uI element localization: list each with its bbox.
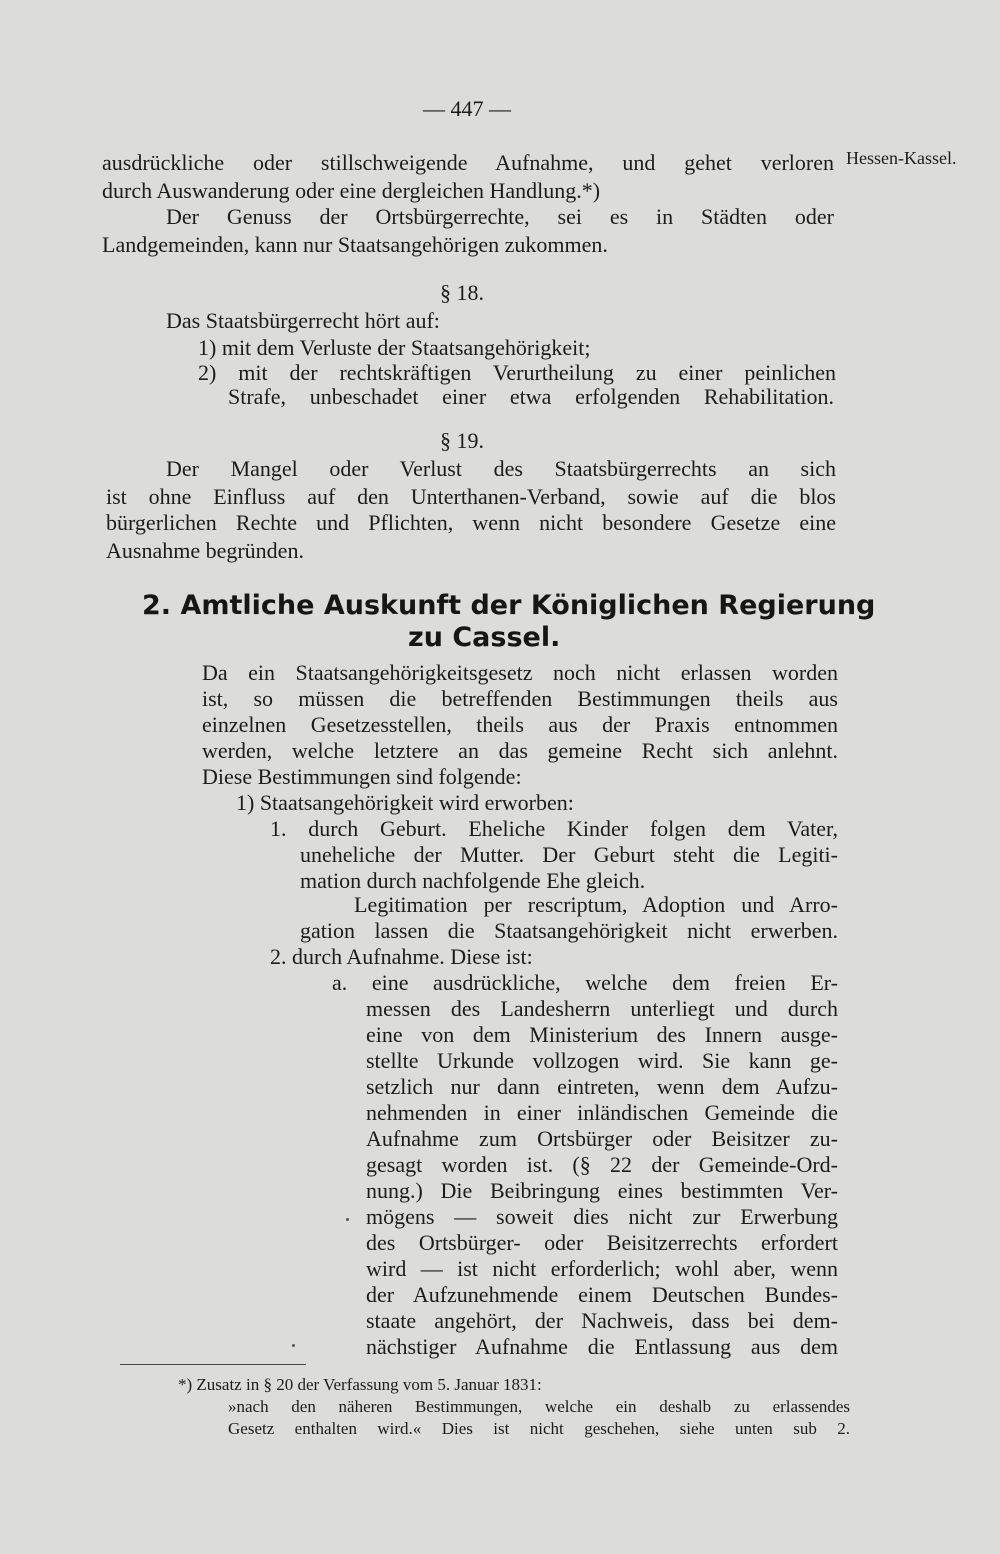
text-line: ist ohne Einfluss auf den Unterthanen-Verband, sowie auf die blos — [106, 484, 836, 509]
text-line: einzelnen Gesetzesstellen, theils aus der Praxis entnommen — [202, 712, 838, 737]
text-line: nächstiger Aufnahme die Entlassung aus dem — [366, 1334, 838, 1359]
text-line: 2) mit der rechtskräftigen Verurtheilung zu einer peinlichen — [198, 360, 836, 385]
text-line: gation lassen die Staatsangehörigkeit nicht erwerben. — [300, 918, 838, 943]
text-line: der Aufzunehmende einem Deutschen Bundes- — [366, 1282, 838, 1307]
section-18-mark: § 18. — [440, 280, 484, 305]
text-line: werden, welche letztere an das gemeine Recht sich anlehnt. — [202, 738, 838, 763]
footnote-rule — [120, 1364, 306, 1365]
text-line: Das Staatsbürgerrecht hört auf: — [166, 308, 440, 333]
section-heading-continued: zu Cassel. — [408, 622, 561, 653]
text-line: Da ein Staatsangehörigkeitsgesetz noch nicht erlassen worden — [202, 660, 838, 685]
text-line: wird — ist nicht erforderlich; wohl aber, wenn — [366, 1256, 838, 1281]
text-line: des Ortsbürger- oder Beisitzerrechts erfordert — [366, 1230, 838, 1255]
text-line: ausdrückliche oder stillschweigende Aufnahme, und gehet verloren — [102, 150, 834, 175]
text-line: Der Genuss der Ortsbürgerrechte, sei es in Städten oder — [166, 204, 834, 229]
list-item-1-1: 1. durch Geburt. Eheliche Kinder folgen dem Vater, — [270, 816, 838, 841]
print-speck — [292, 1344, 295, 1347]
list-item-a: a. eine ausdrückliche, welche dem freien Er- — [332, 970, 838, 995]
text-line: gesagt worden ist. (§ 22 der Gemeinde-Ord- — [366, 1152, 838, 1177]
text-line: mögens — soweit dies nicht zur Erwerbung — [366, 1204, 838, 1229]
page-number: — 447 — — [423, 96, 511, 121]
text-line: 1) mit dem Verluste der Staatsangehörigkeit; — [198, 335, 591, 360]
list-item-1: 1) Staatsangehörigkeit wird erworben: — [236, 790, 574, 815]
text-line: setzlich nur dann eintreten, wenn dem Aufzu- — [366, 1074, 838, 1099]
text-line: ist, so müssen die betreffenden Bestimmungen theils aus — [202, 686, 838, 711]
margin-note: Hessen-Kassel. — [846, 148, 957, 168]
text-line: eine von dem Ministerium des Innern ausge- — [366, 1022, 838, 1047]
text-line: uneheliche der Mutter. Der Geburt steht die Legiti- — [300, 842, 838, 867]
text-line: Landgemeinden, kann nur Staatsangehörigen zukommen. — [102, 232, 608, 257]
text-line: mation durch nachfolgende Ehe gleich. — [300, 868, 646, 893]
text-line: nung.) Die Beibringung eines bestimmten Ver- — [366, 1178, 838, 1203]
text-line: Ausnahme begründen. — [106, 538, 304, 563]
footnote-line: Gesetz enthalten wird.« Dies ist nicht geschehen, siehe unten sub 2. — [228, 1419, 850, 1438]
print-speck — [346, 1218, 349, 1221]
footnote-line: *) Zusatz in § 20 der Verfassung vom 5. Januar 1831: — [178, 1375, 542, 1394]
text-line: staate angehört, der Nachweis, dass bei dem- — [366, 1308, 838, 1333]
text-line: Aufnahme zum Ortsbürger oder Beisitzer zu- — [366, 1126, 838, 1151]
text-line: stellte Urkunde vollzogen wird. Sie kann ge- — [366, 1048, 838, 1073]
text-line: bürgerlichen Rechte und Pflichten, wenn nicht besondere Gesetze eine — [106, 510, 836, 535]
text-line: Diese Bestimmungen sind folgende: — [202, 764, 522, 789]
section-19-mark: § 19. — [440, 428, 484, 453]
text-line: Der Mangel oder Verlust des Staatsbürgerrechts an sich — [166, 456, 836, 481]
text-line: nehmenden in einer inländischen Gemeinde die — [366, 1100, 838, 1125]
list-item-1-2: 2. durch Aufnahme. Diese ist: — [270, 944, 533, 969]
section-heading: 2. Amtliche Auskunft der Königlichen Regierung — [142, 590, 876, 621]
text-line: messen des Landesherrn unterliegt und durch — [366, 996, 838, 1021]
text-line: Legitimation per rescriptum, Adoption und Arro- — [354, 892, 838, 917]
footnote-line: »nach den näheren Bestimmungen, welche ein deshalb zu erlassendes — [228, 1397, 850, 1416]
text-line: Strafe, unbeschadet einer etwa erfolgenden Rehabilitation. — [228, 384, 834, 409]
text-line: durch Auswanderung oder eine dergleichen Handlung.*) — [102, 178, 601, 203]
